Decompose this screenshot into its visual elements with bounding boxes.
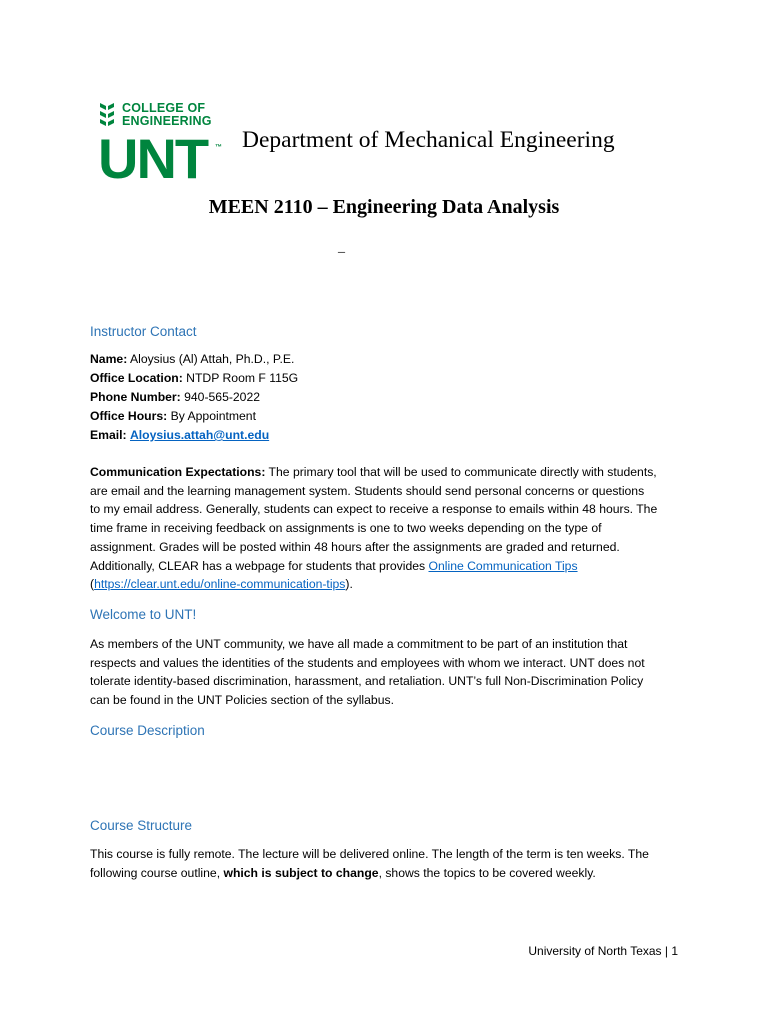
office-hours-label: Office Hours: [90, 409, 168, 423]
logo-college-line2: ENGINEERING [122, 114, 212, 128]
department-title: Department of Mechanical Engineering [242, 127, 615, 153]
communication-paragraph [90, 463, 657, 594]
course-structure-line-2 [90, 864, 649, 883]
office-hours-line [90, 407, 256, 426]
course-structure-line-1: This course is fully remote. The lecture will be delivered online. The length of the term is ten weeks. The [90, 847, 649, 861]
communication-line-1-text: The primary tool that will be used to communicate directly with students, [265, 465, 657, 479]
logo-top-row [98, 100, 212, 130]
course-structure-line-2-prefix: following course outline, [90, 865, 224, 880]
course-structure-paragraph [90, 845, 649, 882]
communication-line-7 [90, 575, 657, 594]
subject-to-change-text: which is subject to change [223, 865, 379, 880]
communication-line-1 [90, 463, 657, 482]
course-structure-line-2-suffix: , shows the topics to be covered weekly. [378, 865, 596, 880]
communication-line-5: assignment. Grades will be posted within 48 hours after the assignments are graded and returned. [90, 539, 620, 554]
email-label: Email: [90, 428, 127, 442]
welcome-paragraph [90, 635, 645, 710]
welcome-heading: Welcome to UNT! [90, 607, 197, 622]
instructor-name-line [90, 350, 294, 369]
instructor-contact-heading: Instructor Contact [90, 324, 197, 339]
title-underscore: _ [338, 240, 345, 255]
phone-number-line [90, 388, 260, 407]
name-label: Name: [90, 352, 128, 366]
course-structure-heading: Course Structure [90, 818, 193, 833]
logo-college-line1: COLLEGE OF [122, 101, 206, 115]
communication-line-4: time frame in receiving feedback on assignments is one to two weeks depending on the type of [90, 521, 602, 536]
online-communication-tips-link[interactable]: Online Communication Tips [428, 558, 578, 573]
course-description-heading: Course Description [90, 723, 205, 738]
course-title: MEEN 2110 – Engineering Data Analysis [208, 196, 560, 218]
phone-number-label: Phone Number: [90, 390, 181, 404]
welcome-line-2: respects and values the identities of the students and employees with whom we interact. UNT does not [90, 655, 645, 670]
communication-line-3: to my email address. Generally, students can expect to receive a response to emails within 48 hours. The [90, 502, 658, 517]
welcome-line-4: can be found in the UNT Policies section of the syllabus. [90, 693, 394, 708]
welcome-line-1: As members of the UNT community, we have all made a commitment to be part of an institution that [90, 637, 628, 651]
clear-url-link[interactable]: https://clear.unt.edu/online-communication-tips [94, 577, 346, 592]
welcome-line-3: tolerate identity-based discrimination, harassment, and retaliation. UNT’s full Non-Discrimination Policy [90, 674, 644, 689]
phone-number-value: 940-565-2022 [180, 390, 261, 404]
office-location-value: NTDP Room F 115G [182, 371, 299, 385]
communication-line-6-text: Additionally, CLEAR has a webpage for students that provides [90, 558, 429, 573]
unt-eagle-mark-icon [98, 101, 116, 129]
name-value: Aloysius (Al) Attah, Ph.D., P.E. [127, 352, 295, 366]
logo-trademark: ™ [215, 144, 222, 151]
email-link[interactable]: Aloysius.attah@unt.edu [129, 428, 270, 442]
office-hours-value: By Appointment [167, 409, 256, 423]
office-location-label: Office Location: [90, 371, 183, 385]
communication-line-6 [90, 557, 657, 576]
paren-close: ). [345, 577, 353, 592]
office-location-line [90, 369, 298, 388]
logo-college-text [122, 102, 212, 128]
email-line [90, 426, 269, 445]
paren-open: ( [90, 577, 95, 592]
logo-unt-wordmark: UNT [98, 127, 208, 190]
communication-label: Communication Expectations: [90, 465, 266, 479]
unt-college-of-engineering-logo [98, 100, 226, 190]
page-footer: University of North Texas | 1 [528, 944, 678, 958]
communication-line-2: are email and the learning management system. Students should send personal concerns or questions [90, 483, 645, 498]
